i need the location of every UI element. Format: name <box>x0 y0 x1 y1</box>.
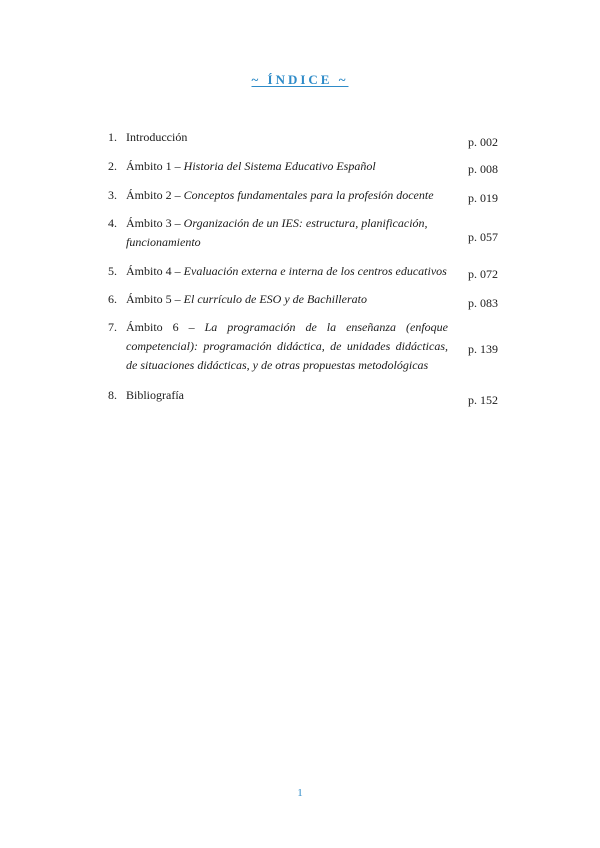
entry-dash: – <box>178 320 205 334</box>
entry-dash: – <box>171 292 184 306</box>
entry-number: 2. <box>108 159 117 173</box>
table-of-contents <box>108 128 498 405</box>
toc-entry[interactable] <box>108 262 498 281</box>
entry-subtitle: Conceptos fundamentales para la profesión docente <box>183 188 434 202</box>
entry-number: 8. <box>108 388 117 402</box>
entry-page: p. 057 <box>468 230 498 244</box>
toc-entry[interactable] <box>108 157 498 176</box>
entry-title <box>126 214 448 252</box>
toc-entry[interactable] <box>108 128 498 147</box>
entry-page: p. 008 <box>468 162 498 176</box>
entry-dash: – <box>171 216 184 230</box>
entry-subtitle: Organización de un IES: estructura, planificación, funcionamiento <box>126 216 428 249</box>
toc-entry[interactable] <box>108 290 498 309</box>
entry-prefix: Ámbito 3 <box>126 216 172 230</box>
entry-subtitle: El currículo de ESO y de Bachillerato <box>183 292 367 306</box>
entry-title <box>126 157 448 176</box>
toc-entry[interactable] <box>108 214 498 252</box>
page-number: 1 <box>297 787 303 799</box>
entry-prefix: Ámbito 2 <box>126 188 172 202</box>
entry-title <box>126 262 448 281</box>
entry-dash: – <box>171 159 184 173</box>
entry-title <box>126 290 448 309</box>
entry-page: p. 152 <box>468 393 498 407</box>
entry-title <box>126 318 448 375</box>
entry-number: 3. <box>108 188 117 202</box>
entry-prefix: Ámbito 1 <box>126 159 172 173</box>
entry-page: p. 002 <box>468 135 498 149</box>
entry-number: 6. <box>108 292 117 306</box>
entry-page: p. 139 <box>468 342 498 356</box>
entry-page: p. 072 <box>468 267 498 281</box>
page-title: ~ ÍNDICE ~ <box>251 72 349 87</box>
entry-title <box>126 128 448 147</box>
entry-dash: – <box>171 264 184 278</box>
entry-prefix: Ámbito 5 <box>126 292 172 306</box>
entry-subtitle: Evaluación externa e interna de los centros educativos <box>183 264 447 278</box>
toc-entry[interactable] <box>108 386 498 405</box>
entry-number: 7. <box>108 320 117 334</box>
entry-subtitle: Historia del Sistema Educativo Español <box>183 159 376 173</box>
entry-page: p. 019 <box>468 191 498 205</box>
entry-number: 1. <box>108 130 117 144</box>
entry-page: p. 083 <box>468 296 498 310</box>
entry-prefix: Ámbito 4 <box>126 264 172 278</box>
entry-title <box>126 186 448 205</box>
entry-title <box>126 386 448 405</box>
entry-dash: – <box>171 188 184 202</box>
entry-number: 4. <box>108 216 117 230</box>
entry-prefix: Introducción <box>126 130 188 144</box>
entry-number: 5. <box>108 264 117 278</box>
toc-entry[interactable] <box>108 318 498 375</box>
entry-prefix: Ámbito 6 <box>126 320 179 334</box>
entry-subtitle: La programación de la enseñanza (enfoque competencial): programación didáctica, de unidades didácticas, de situaciones didácticas, y de otras propuestas metodológicas <box>126 320 449 372</box>
toc-entry[interactable] <box>108 186 498 205</box>
entry-prefix: Bibliografía <box>126 388 184 402</box>
